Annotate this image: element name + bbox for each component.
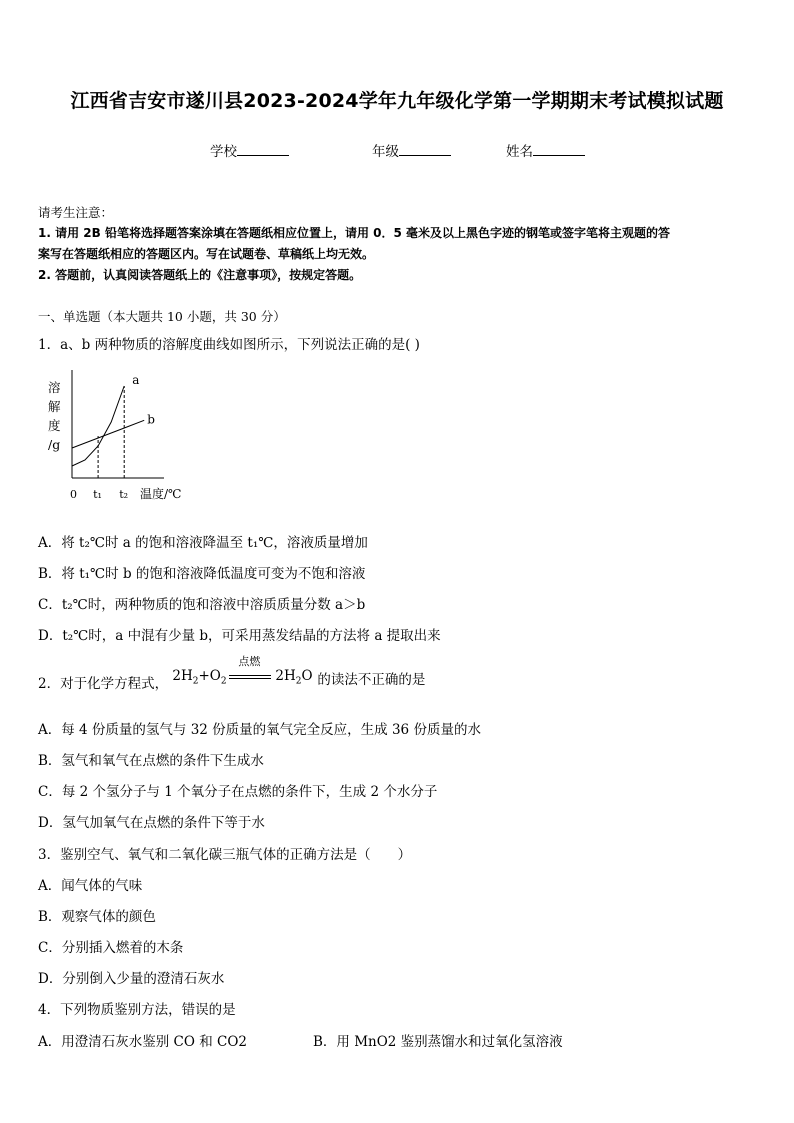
q2-stem-prefix: 2．对于化学方程式， — [38, 676, 169, 692]
notice-item-2: 2. 答题前，认真阅读答题纸上的《注意事项》，按规定答题。 — [38, 268, 362, 282]
equation: $2H_2+O_2$ 点燃 $2H_2O$ 的读法不正确的是 — [172, 655, 426, 688]
q1-option-b[interactable]: B．将 t₁℃时 b 的饱和溶液降低温度可变为不饱和溶液 — [38, 566, 366, 582]
q2-stem — [38, 655, 426, 692]
q2-option-c[interactable]: C．每 2 个氢分子与 1 个氧分子在点燃的条件下，生成 2 个水分子 — [38, 784, 438, 800]
y-axis-label-0: 溶 — [48, 380, 61, 395]
grade-blank[interactable] — [399, 143, 451, 156]
x-tick-label-0: t₁ — [93, 488, 102, 501]
series-a-label: a — [132, 373, 140, 387]
x-tick-label-1: t₂ — [119, 488, 129, 501]
q3-option-a[interactable]: A．闻气体的气味 — [38, 878, 143, 894]
q1-option-a[interactable]: A．将 t₂℃时 a 的饱和溶液降温至 t₁℃，溶液质量增加 — [38, 535, 368, 551]
q4-option-b[interactable]: B．用 MnO2 鉴别蒸馏水和过氧化氢溶液 — [313, 1034, 563, 1050]
y-axis-label-1: 解 — [48, 399, 61, 414]
series-b-label: b — [147, 412, 155, 427]
y-axis-label-2: 度 — [48, 418, 61, 433]
notice-heading: 请考生注意： — [38, 205, 114, 220]
q2-option-b[interactable]: B．氢气和氧气在点燃的条件下生成水 — [38, 753, 264, 769]
q2-stem-suffix: 的读法不正确的是 — [317, 672, 426, 688]
q1-option-c[interactable]: C．t₂℃时，两种物质的饱和溶液中溶质质量分数 a＞b — [38, 597, 366, 613]
grade-label: 年级 — [372, 144, 399, 160]
q3-option-d[interactable]: D．分别倒入少量的澄清石灰水 — [38, 971, 225, 987]
q1-stem: 1．a、b 两种物质的溶解度曲线如图所示，下列说法正确的是( ) — [38, 337, 420, 353]
school-blank[interactable] — [237, 143, 289, 156]
q3-stem: 3．鉴别空气、氧气和二氧化碳三瓶气体的正确方法是（ ） — [38, 847, 412, 863]
grade-field[interactable] — [372, 140, 451, 160]
name-field[interactable] — [506, 140, 585, 160]
notice-item-1-line-2: 案写在答题纸相应的答题区内。写在试题卷、草稿纸上均无效。 — [38, 247, 375, 261]
x-axis-label: 温度/℃ — [140, 487, 182, 501]
notice-item-1-line-1: 1. 请用 2B 铅笔将选择题答案涂填在答题纸相应位置上，请用 0．5 毫米及以上黑色字迹的钢笔或签字笔将主观题的答 — [38, 226, 670, 240]
origin-label: 0 — [70, 488, 77, 501]
school-field[interactable] — [210, 140, 289, 160]
y-axis-label-3: /g — [48, 437, 61, 452]
q3-option-b[interactable]: B．观察气体的颜色 — [38, 909, 156, 925]
series-b-line — [72, 420, 144, 448]
q4-option-a[interactable]: A．用澄清石灰水鉴别 CO 和 CO2 — [38, 1034, 248, 1050]
school-label: 学校 — [210, 144, 237, 160]
q1-option-d[interactable]: D．t₂℃时，a 中混有少量 b，可采用蒸发结晶的方法将 a 提取出来 — [38, 628, 441, 644]
q2-option-d[interactable]: D．氢气加氧气在点燃的条件下等于水 — [38, 815, 265, 831]
name-blank[interactable] — [533, 143, 585, 156]
equation-double-line — [229, 675, 271, 679]
q3-option-c[interactable]: C．分别插入燃着的木条 — [38, 940, 184, 956]
name-label: 姓名 — [506, 144, 533, 160]
page-title: 江西省吉安市遂川县2023-2024学年九年级化学第一学期期末考试模拟试题 — [70, 90, 724, 112]
solubility-chart — [44, 366, 204, 506]
q4-stem: 4．下列物质鉴别方法，错误的是 — [38, 1002, 236, 1018]
q2-option-a[interactable]: A．每 4 份质量的氢气与 32 份质量的氧气完全反应，生成 36 份质量的水 — [38, 722, 481, 738]
equation-condition: 点燃 — [238, 655, 261, 668]
section-heading: 一、单选题（本大题共 10 小题，共 30 分） — [38, 309, 286, 324]
series-a-line — [72, 386, 124, 466]
